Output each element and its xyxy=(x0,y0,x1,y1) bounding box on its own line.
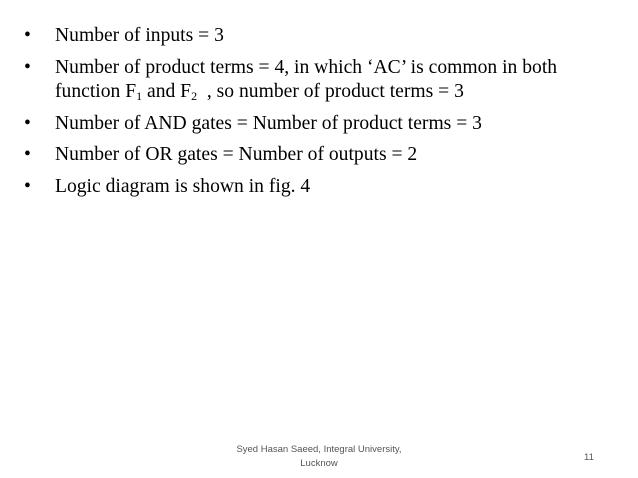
bullet-text: Number of inputs = 3 xyxy=(55,25,224,46)
bullet-glyph: • xyxy=(24,25,31,46)
bullet-text-line2 xyxy=(55,80,614,105)
bullet-text: Number of OR gates = Number of outputs = 2 xyxy=(55,144,418,165)
text-fragment: , so number of product terms = 3 xyxy=(197,81,464,102)
footer-line-1: Syed Hasan Saeed, Integral University, xyxy=(236,444,402,455)
subscript-1: 1 xyxy=(136,89,143,103)
bullet-text-line1: Number of product terms = 4, in which ‘AC’ is common in both xyxy=(55,56,558,78)
bullet-text: Number of AND gates = Number of product terms = 3 xyxy=(55,112,482,134)
footer-author xyxy=(221,443,417,471)
bullet-and-gates xyxy=(24,112,614,137)
bullet-glyph: • xyxy=(24,144,31,165)
bullet-product-terms xyxy=(24,56,614,105)
bullet-glyph: • xyxy=(24,175,31,197)
bullet-or-gates xyxy=(24,143,614,168)
bullet-logic-diagram xyxy=(24,175,614,200)
footer-line-2: Lucknow xyxy=(300,458,338,469)
bullet-inputs xyxy=(24,24,614,49)
text-fragment: and F xyxy=(142,81,192,102)
slide-body xyxy=(24,24,614,206)
page-number: 11 xyxy=(584,452,594,463)
bullet-text: Logic diagram is shown in fig. 4 xyxy=(55,175,311,197)
bullet-glyph: • xyxy=(24,112,31,134)
subscript-2: 2 xyxy=(191,89,198,103)
bullet-glyph: • xyxy=(24,56,31,78)
text-fragment: function F xyxy=(55,81,137,102)
bullet-list xyxy=(24,24,614,199)
